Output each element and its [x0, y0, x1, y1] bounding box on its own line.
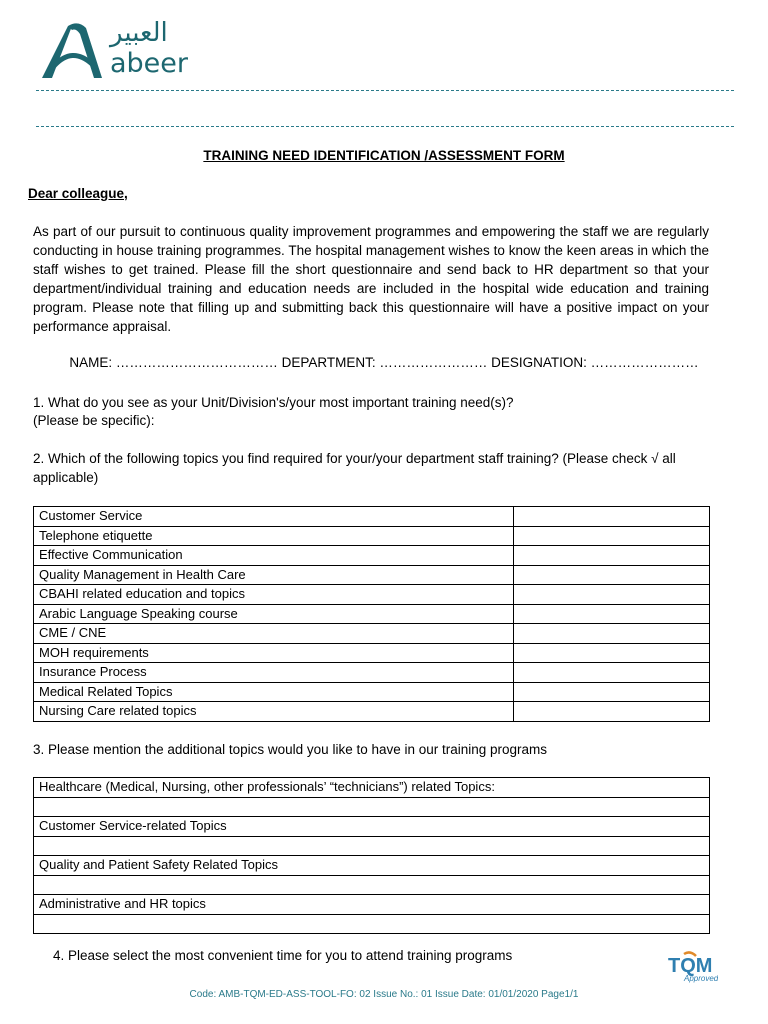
topic-check-cell[interactable] [514, 565, 710, 585]
table-row [34, 604, 710, 624]
question-1-note: (Please be specific): [33, 413, 155, 428]
intro-paragraph: As part of our pursuit to continuous quality improvement programmes and empowering the staff we are regularly conducting in house training programmes. The hospital management wishes to know the keen areas in which the staff wishes to get trained. Please fill the short questionnaire and send back to HR department so that your department/individual training and education needs are included in the hospital wide education and training program. Please note that filling up and submitting back this questionnaire will have a positive impact on your performance appraisal. [33, 224, 709, 334]
topic-label: Arabic Language Speaking course [34, 604, 514, 624]
additional-topic-answer[interactable] [34, 875, 710, 895]
additional-topic-heading: Customer Service-related Topics [34, 817, 710, 837]
additional-topics-table [33, 777, 710, 934]
table-row [34, 856, 710, 876]
topic-check-cell[interactable] [514, 624, 710, 644]
table-row [34, 836, 710, 856]
additional-topic-heading: Administrative and HR topics [34, 895, 710, 915]
additional-topic-heading: Quality and Patient Safety Related Topics [34, 856, 710, 876]
topic-check-cell[interactable] [514, 526, 710, 546]
topic-check-cell[interactable] [514, 663, 710, 683]
topic-label: MOH requirements [34, 643, 514, 663]
topic-label: Quality Management in Health Care [34, 565, 514, 585]
topic-label: CME / CNE [34, 624, 514, 644]
topic-label: Insurance Process [34, 663, 514, 683]
header-divider-bottom [36, 126, 734, 127]
topic-check-cell[interactable] [514, 702, 710, 722]
topic-check-cell[interactable] [514, 682, 710, 702]
additional-topic-answer[interactable] [34, 836, 710, 856]
table-row [34, 507, 710, 527]
additional-topic-answer[interactable] [34, 797, 710, 817]
tqm-badge-subtext: Approved [684, 974, 718, 983]
table-row [34, 914, 710, 934]
topic-check-cell[interactable] [514, 546, 710, 566]
tqm-badge-text: TQM [668, 955, 713, 977]
table-row [34, 624, 710, 644]
personal-details-line[interactable]: NAME: ……………………………… DEPARTMENT: …………………… DESIGNATION: …………………… [69, 355, 699, 370]
header-divider-top [36, 90, 734, 91]
table-row [34, 702, 710, 722]
question-1: 1. What do you see as your Unit/Division's/your most important training need(s)? [33, 395, 514, 410]
question-3: 3. Please mention the additional topics would you like to have in our training programs [33, 742, 548, 757]
topic-check-cell[interactable] [514, 643, 710, 663]
question-2: 2. Which of the following topics you find required for your/your department staff training? (Please check √ all applicable) [33, 451, 676, 485]
document-code-footer: Code: AMB-TQM-ED-ASS-TOOL-FO: 02 Issue No.: 01 Issue Date: 01/01/2020 Page1/1 [189, 989, 579, 1000]
topic-label: Telephone etiquette [34, 526, 514, 546]
table-row [34, 682, 710, 702]
logo-english-text: abeer [110, 48, 189, 79]
greeting: Dear colleague, [28, 186, 128, 201]
table-row [34, 643, 710, 663]
topic-check-cell[interactable] [514, 604, 710, 624]
table-row [34, 526, 710, 546]
table-row [34, 875, 710, 895]
table-row [34, 585, 710, 605]
question-4: 4. Please select the most convenient time for you to attend training programs [53, 948, 513, 963]
table-row [34, 895, 710, 915]
topic-check-cell[interactable] [514, 585, 710, 605]
topic-check-cell[interactable] [514, 507, 710, 527]
table-row [34, 663, 710, 683]
topic-label: CBAHI related education and topics [34, 585, 514, 605]
topics-table [33, 506, 710, 722]
additional-topic-heading: Healthcare (Medical, Nursing, other professionals’ “technicians”) related Topics: [34, 778, 710, 798]
table-row [34, 546, 710, 566]
table-row [34, 797, 710, 817]
tqm-approved-badge-icon [668, 950, 718, 984]
table-row [34, 817, 710, 837]
form-title: TRAINING NEED IDENTIFICATION /ASSESSMENT FORM [203, 148, 565, 163]
topic-label: Medical Related Topics [34, 682, 514, 702]
table-row [34, 565, 710, 585]
table-row [34, 778, 710, 798]
topic-label: Nursing Care related topics [34, 702, 514, 722]
topic-label: Customer Service [34, 507, 514, 527]
additional-topic-answer[interactable] [34, 914, 710, 934]
topic-label: Effective Communication [34, 546, 514, 566]
logo-arabic-text: العبير [110, 18, 168, 48]
